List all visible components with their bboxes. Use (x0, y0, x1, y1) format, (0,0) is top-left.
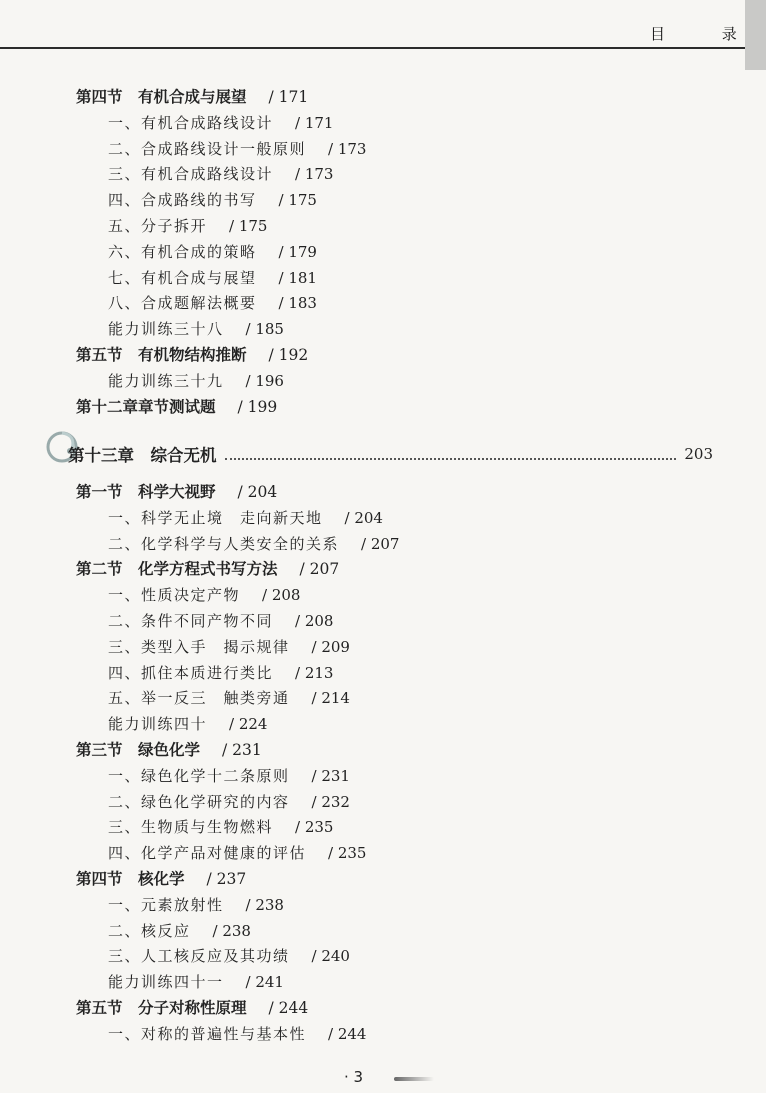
toc-entry-label: 能力训练三十八 (108, 320, 224, 339)
toc-entry-page: / 192 (268, 346, 309, 364)
toc-entry-page: / 231 (311, 766, 350, 785)
toc-entry-label: 二、合成路线设计一般原则 (108, 139, 307, 158)
toc-entry-label: 一、元素放射性 (108, 895, 224, 914)
page-number: · 3 (344, 1068, 364, 1086)
toc-subsection-entry[interactable] (108, 534, 399, 554)
toc-subsection-entry[interactable] (108, 319, 284, 339)
toc-entry-page: / 207 (299, 560, 340, 579)
toc-entry-page: / 173 (328, 139, 367, 158)
toc-entry-page: / 175 (229, 217, 268, 235)
chapter-title: 第十三章 综合无机 (68, 446, 217, 465)
toc-entry-page: / 235 (295, 818, 334, 837)
toc-entry-label: 五、分子拆开 (108, 217, 208, 235)
toc-entry-label: 能力训练三十九 (108, 371, 224, 390)
toc-entry-label: 一、性质决定产物 (108, 586, 241, 605)
toc-entry-label: 八、合成题解法概要 (108, 294, 257, 313)
toc-subsection-entry[interactable] (108, 766, 350, 786)
toc-entry-page: / 232 (311, 792, 350, 811)
toc-entry-label: 六、有机合成的策略 (108, 242, 257, 261)
toc-entry-page: / 196 (245, 371, 284, 390)
toc-section-entry[interactable] (76, 869, 246, 889)
toc-entry-page: / 244 (328, 1024, 367, 1043)
toc-entry-label: 第四节 核化学 (76, 869, 185, 888)
toc-subsection-entry[interactable] (108, 216, 267, 236)
toc-entry-page: / 209 (311, 637, 350, 656)
toc-entry-label: 三、有机合成路线设计 (108, 165, 274, 184)
toc-entry-page: / 240 (311, 947, 350, 966)
toc-entry-page: / 244 (268, 999, 309, 1017)
toc-subsection-entry[interactable] (108, 1024, 366, 1044)
toc-entry-label: 第一节 科学大视野 (76, 482, 216, 501)
toc-entry-page: / 171 (268, 88, 309, 106)
toc-entry-label: 二、核反应 (108, 921, 191, 940)
toc-entry-page: / 238 (212, 921, 251, 940)
toc-entry-label: 七、有机合成与展望 (108, 268, 257, 287)
toc-subsection-entry[interactable] (108, 946, 350, 966)
toc-subsection-entry[interactable] (108, 293, 317, 313)
toc-entry-label: 能力训练四十一 (108, 973, 224, 992)
toc-entry-page: / 224 (229, 715, 268, 734)
toc-section-entry[interactable] (76, 397, 277, 417)
header-rule (0, 47, 745, 49)
toc-entry-label: 三、人工核反应及其功绩 (108, 947, 290, 966)
toc-subsection-entry[interactable] (108, 688, 350, 708)
toc-subsection-entry[interactable] (108, 585, 300, 605)
toc-subsection-entry[interactable] (108, 371, 284, 391)
toc-entry-label: 一、对称的普遍性与基本性 (108, 1024, 307, 1043)
toc-entry-page: / 204 (237, 483, 278, 501)
toc-entry-page: / 175 (278, 191, 317, 210)
toc-subsection-entry[interactable] (108, 164, 333, 184)
chapter-page: 203 (684, 445, 713, 463)
toc-entry-page: / 185 (245, 320, 284, 339)
toc-section-entry[interactable] (76, 998, 308, 1018)
toc-section-entry[interactable] (76, 740, 262, 760)
toc-subsection-entry[interactable] (108, 792, 350, 812)
toc-subsection-entry[interactable] (108, 139, 366, 159)
toc-section-entry[interactable] (76, 559, 339, 579)
toc-entry-label: 第三节 绿色化学 (76, 740, 201, 759)
toc-entry-page: / 237 (206, 870, 247, 888)
dot-leader (225, 448, 677, 460)
toc-subsection-entry[interactable] (108, 843, 366, 863)
toc-subsection-entry[interactable] (108, 817, 333, 837)
toc-entry-label: 第十二章章节测试题 (76, 396, 216, 416)
page-header-title: 目 录 (650, 25, 763, 43)
toc-entry-page: / 235 (328, 844, 367, 863)
toc-subsection-entry[interactable] (108, 190, 317, 210)
toc-subsection-entry[interactable] (108, 637, 350, 657)
toc-section-entry[interactable] (76, 482, 277, 502)
toc-subsection-entry[interactable] (108, 113, 333, 133)
toc-subsection-entry[interactable] (108, 268, 317, 288)
toc-entry-page: / 238 (245, 895, 284, 914)
page-number-decoration (394, 1077, 434, 1081)
toc-subsection-entry[interactable] (108, 663, 333, 683)
toc-entry-page: / 208 (295, 612, 334, 630)
toc-subsection-entry[interactable] (108, 921, 251, 941)
toc-entry-page: / 231 (222, 741, 262, 759)
toc-entry-label: 一、有机合成路线设计 (108, 113, 274, 132)
toc-entry-page: / 171 (295, 113, 334, 132)
toc-subsection-entry[interactable] (108, 895, 284, 915)
toc-entry-label: 二、化学科学与人类安全的关系 (108, 534, 340, 553)
toc-entry-page: / 213 (295, 663, 334, 682)
toc-entry-label: 能力训练四十 (108, 715, 208, 734)
toc-entry-label: 四、抓住本质进行类比 (108, 663, 274, 682)
toc-entry-label: 二、条件不同产物不同 (108, 612, 274, 630)
chapter-heading[interactable] (68, 443, 713, 465)
toc-entry-page: / 204 (344, 508, 383, 527)
toc-entry-label: 五、举一反三 触类旁通 (108, 689, 290, 708)
toc-section-entry[interactable] (76, 345, 308, 365)
toc-entry-page: / 241 (245, 973, 284, 992)
toc-entry-label: 四、合成路线的书写 (108, 191, 257, 210)
toc-section-entry[interactable] (76, 87, 308, 107)
toc-subsection-entry[interactable] (108, 611, 333, 631)
toc-entry-page: / 179 (278, 242, 317, 261)
toc-entry-label: 三、生物质与生物燃料 (108, 818, 274, 837)
toc-entry-label: 一、绿色化学十二条原则 (108, 766, 290, 785)
toc-entry-label: 三、类型入手 揭示规律 (108, 637, 290, 656)
toc-entry-label: 二、绿色化学研究的内容 (108, 792, 290, 811)
toc-entry-page: / 183 (278, 294, 317, 313)
toc-entry-label: 第二节 化学方程式书写方法 (76, 559, 278, 579)
toc-entry-label: 一、科学无止境 走向新天地 (108, 508, 323, 527)
toc-subsection-entry[interactable] (108, 242, 317, 262)
toc-entry-page: / 208 (262, 586, 301, 605)
toc-entry-page: / 173 (295, 165, 334, 184)
toc-subsection-entry[interactable] (108, 508, 383, 528)
toc-subsection-entry[interactable] (108, 714, 267, 734)
toc-entry-page: / 181 (278, 268, 317, 287)
toc-entry-label: 第四节 有机合成与展望 (76, 87, 247, 106)
toc-entry-label: 第五节 有机物结构推断 (76, 345, 247, 364)
toc-entry-page: / 207 (361, 534, 400, 553)
toc-entry-page: / 199 (237, 397, 278, 416)
toc-entry-label: 第五节 分子对称性原理 (76, 998, 247, 1017)
toc-subsection-entry[interactable] (108, 972, 284, 992)
toc-entry-page: / 214 (311, 689, 350, 708)
toc-entry-label: 四、化学产品对健康的评估 (108, 844, 307, 863)
